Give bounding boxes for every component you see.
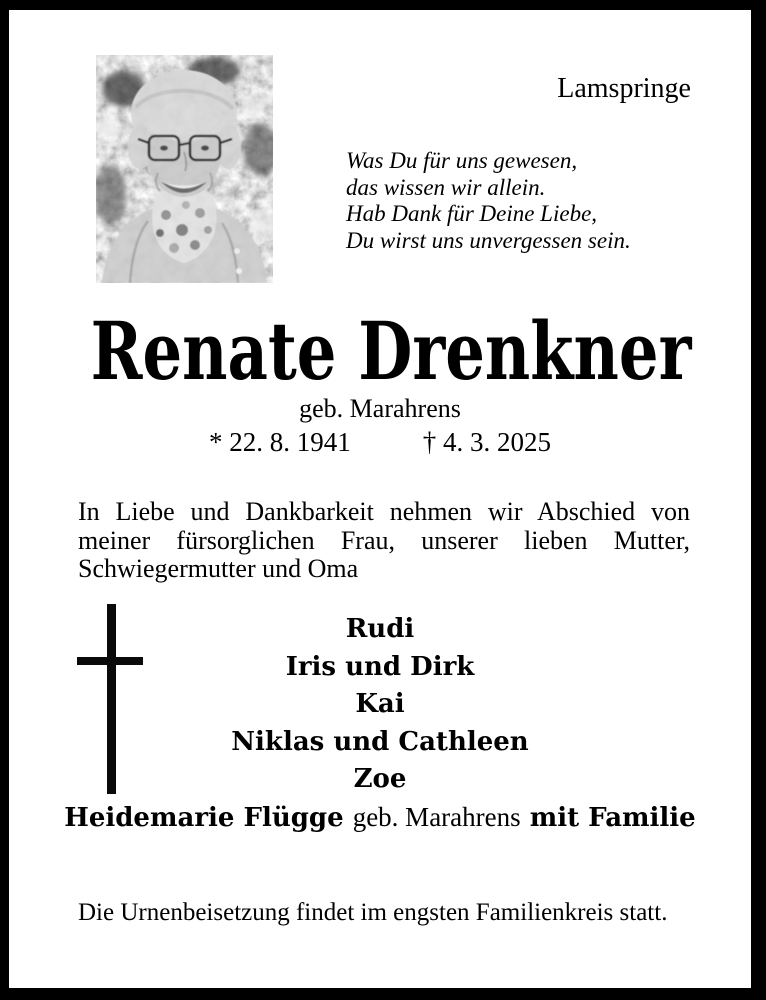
mourner-name: Kai [355, 689, 405, 719]
mourner-family-line [9, 799, 751, 838]
death-date: † 4. 3. 2025 [422, 427, 551, 457]
mourner-family-suffix: mit Familie [529, 802, 696, 833]
mourner-maiden-name: geb. Marahrens [352, 801, 521, 832]
mourners-list [9, 611, 751, 837]
maiden-name: geb. Marahrens [299, 394, 461, 423]
farewell-line: meiner fürsorglichen Frau, unserer lieben Mutter, [78, 525, 690, 555]
portrait-photo [96, 55, 273, 283]
location-label: Lamspringe [557, 73, 691, 104]
mourner-name: Heidemarie Flügge [64, 802, 344, 833]
poem [346, 148, 631, 254]
poem-line: Du wirst uns unvergessen sein. [346, 227, 631, 253]
poem-line: Was Du für uns gewesen, [346, 148, 578, 173]
farewell-text [78, 498, 690, 584]
poem-line: Hab Dank für Deine Liebe, [346, 201, 598, 226]
deceased-name: Renate Drenkner [90, 304, 692, 398]
farewell-line: Schwiegermutter und Oma [78, 554, 359, 583]
portrait-photo-drawing [96, 55, 273, 283]
mourner-name: Rudi [345, 614, 415, 644]
obituary-card [9, 10, 751, 988]
life-dates [9, 427, 751, 457]
poem-line: das wissen wir allein. [346, 174, 546, 200]
mourner-name: Zoe [353, 764, 407, 794]
mourner-name: Niklas und Cathleen [231, 726, 529, 757]
birth-date: * 22. 8. 1941 [209, 427, 351, 457]
mourner-name: Iris und Dirk [285, 651, 475, 682]
funeral-notice: Die Urnenbeisetzung findet im engsten Familienkreis statt. [78, 899, 668, 926]
farewell-line: In Liebe und Dankbarkeit nehmen wir Abschied von [78, 497, 690, 526]
